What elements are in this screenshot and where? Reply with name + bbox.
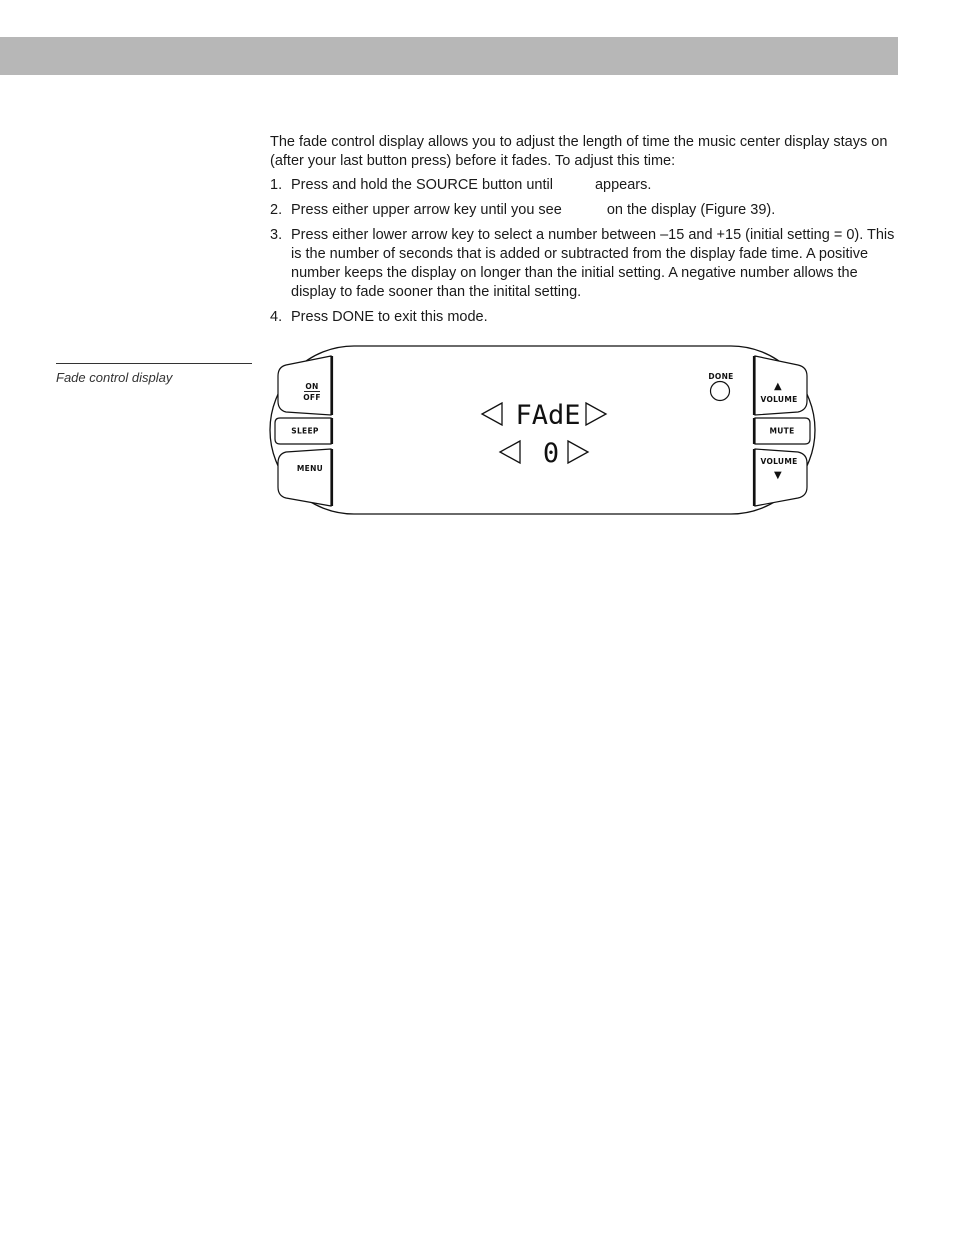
- step-item: [270, 226, 900, 302]
- step-text: Press and hold the SOURCE button until: [291, 177, 553, 193]
- steps-list: [270, 176, 900, 333]
- off-label: OFF: [303, 393, 321, 402]
- step-text: Press either lower arrow key to select a number between –15 and +15 (initial setting = 0). This is the number of seconds that is added or subtracted from the display fade time. A positive number keeps the display on longer than the initial setting. A negative number allows the display to fade sooner than the initital setting.: [291, 227, 895, 300]
- display-text-value: 0: [542, 438, 560, 469]
- step-number: 2.: [270, 202, 283, 218]
- volume-up-button[interactable]: [754, 356, 807, 415]
- on-label: ON: [305, 382, 319, 391]
- step-number: 3.: [270, 227, 283, 243]
- on-off-button[interactable]: [278, 356, 332, 415]
- sleep-button[interactable]: [275, 418, 332, 444]
- step-item: [270, 176, 900, 195]
- done-circle-icon: [711, 382, 730, 401]
- step-text: on the display (Figure 39).: [606, 202, 776, 218]
- remote-display-illustration: [268, 343, 818, 518]
- volume-up-label: VOLUME: [760, 395, 798, 404]
- mute-label: MUTE: [769, 426, 795, 436]
- up-arrow-icon: ▲: [774, 381, 782, 392]
- intro-paragraph: The fade control display allows you to adjust the length of time the music center display stays on (after your last button press) before it fades. To adjust this time:: [270, 134, 888, 169]
- menu-button[interactable]: [278, 449, 332, 506]
- step-text: Press DONE to exit this mode.: [291, 309, 488, 325]
- step-text: Press either upper arrow key until you see: [291, 202, 562, 218]
- done-label: DONE: [708, 372, 734, 381]
- down-arrow-icon: ▼: [774, 470, 782, 481]
- caption-rule: [56, 363, 252, 364]
- volume-down-label: VOLUME: [760, 457, 798, 466]
- display-text-fade: FAdE: [515, 400, 581, 431]
- figure-caption: Fade control display: [56, 370, 173, 385]
- step-item: [270, 308, 900, 327]
- menu-label: MENU: [296, 464, 324, 473]
- mute-button[interactable]: [754, 418, 810, 444]
- step-item: [270, 201, 900, 220]
- volume-down-button[interactable]: [754, 449, 807, 506]
- remote-display-figure: [268, 343, 818, 518]
- step-number: 4.: [270, 309, 283, 325]
- sleep-label: SLEEP: [291, 426, 319, 436]
- step-text: appears.: [594, 177, 652, 193]
- header-band: [0, 37, 898, 75]
- step-number: 1.: [270, 177, 283, 193]
